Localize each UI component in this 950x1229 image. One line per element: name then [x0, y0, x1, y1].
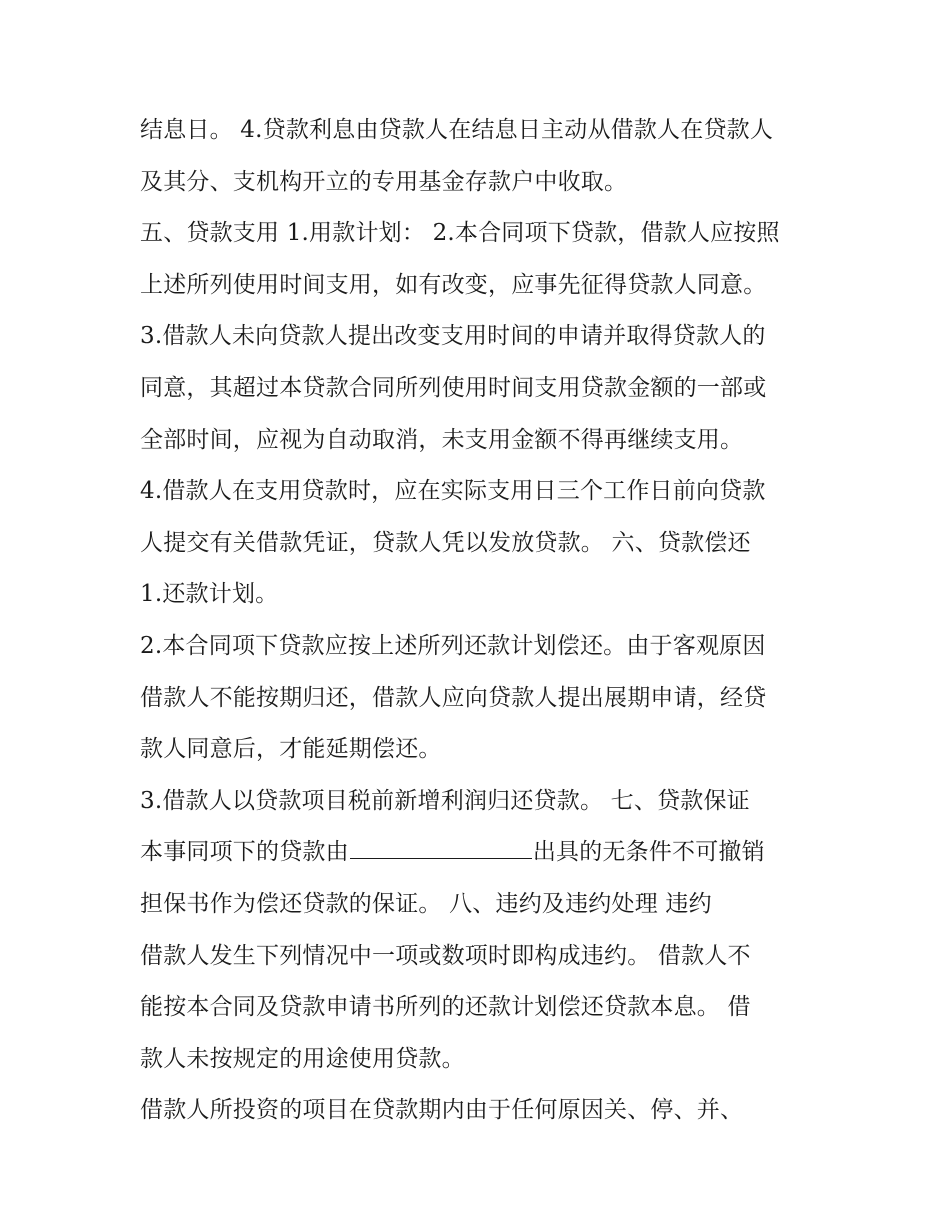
- text-line: 上述所列使用时间支用，如有改变，应事先征得贷款人同意。: [140, 271, 767, 298]
- text-line: 款人未按规定的用途使用贷款。: [140, 1045, 465, 1072]
- text-line: 五、贷款支用 1.用款计划： 2.本合同项下贷款，借款人应按照: [140, 220, 780, 247]
- guarantor-blank-field: [350, 832, 532, 859]
- text-line: 全部时间，应视为自动取消，未支用金额不得再继续支用。: [140, 426, 744, 453]
- text-line: 借款人所投资的项目在贷款期内由于任何原因关、停、并、: [140, 1097, 744, 1124]
- text-line: 4.借款人在支用贷款时，应在实际支用日三个工作日前向贷款: [140, 478, 766, 505]
- text-line: 担保书作为偿还贷款的保证。 八、违约及违约处理 违约: [140, 890, 712, 917]
- text-line: 3.借款人以贷款项目税前新增利润归还贷款。 七、贷款保证: [140, 787, 750, 814]
- contract-body-text: [140, 105, 830, 1137]
- guarantee-text-after: 出具的无条件不可撤销: [532, 839, 765, 866]
- text-line: 借款人发生下列情况中一项或数项时即构成违约。 借款人不: [140, 942, 751, 969]
- text-line: 人提交有关借款凭证，贷款人凭以发放贷款。 六、贷款偿还: [140, 529, 751, 556]
- text-line: 借款人不能按期归还，借款人应向贷款人提出展期申请，经贷: [140, 684, 767, 711]
- text-line: 及其分、支机构开立的专用基金存款户中收取。: [140, 168, 628, 195]
- text-line: 同意，其超过本贷款合同所列使用时间支用贷款金额的一部或: [140, 374, 767, 401]
- text-line: 结息日。 4.贷款利息由贷款人在结息日主动从借款人在贷款人: [140, 117, 774, 143]
- text-line: 能按本合同及贷款申请书所列的还款计划偿还贷款本息。 借: [140, 994, 751, 1021]
- text-line: 1.还款计划。: [140, 581, 279, 608]
- guarantee-text-before: 本事同项下的贷款由: [140, 839, 349, 866]
- text-line: 2.本合同项下贷款应按上述所列还款计划偿还。由于客观原因: [140, 632, 766, 659]
- text-line: 款人同意后，才能延期偿还。: [140, 736, 442, 763]
- guarantee-line: [140, 827, 830, 879]
- text-line: 3.借款人未向贷款人提出改变支用时间的申请并取得贷款人的: [140, 323, 766, 350]
